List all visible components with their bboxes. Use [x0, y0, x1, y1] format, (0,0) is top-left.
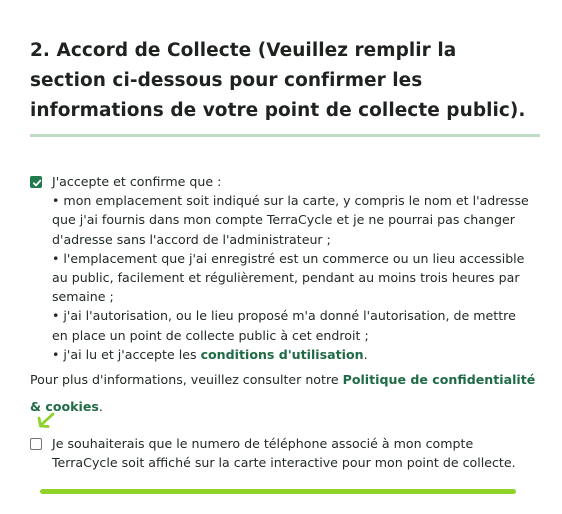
- agreement-bullet-public-access: • l'emplacement que j'ai enregistré est un commerce ou un lieu accessible au public, facilement et régulièrement, pendant au moins trois heures par semaine ;: [52, 250, 525, 305]
- title-divider: [30, 134, 540, 137]
- agreement-intro: J'accepte et confirme que :: [52, 174, 222, 189]
- agreement-bullet-location: • mon emplacement soit indiqué sur la carte, y compris le nom et l'adresse que j'ai fournis dans mon compte TerraCycle et je ne pourrai pas changer d'adresse sans l'accord de l'administrateur ;: [52, 193, 529, 247]
- phone-display-checkbox-row[interactable]: [30, 434, 530, 472]
- checkbox-checked-icon[interactable]: [30, 176, 42, 188]
- terms-link[interactable]: conditions d'utilisation: [200, 346, 364, 362]
- privacy-suffix: .: [98, 399, 103, 414]
- privacy-info: [30, 366, 540, 420]
- highlight-underline: [40, 489, 516, 494]
- arrow-down-left-icon: [35, 411, 57, 431]
- terms-suffix: .: [363, 346, 368, 362]
- checkmark-icon: [32, 178, 42, 188]
- section-title: 2. Accord de Collecte (Veuillez remplir la section ci-dessous pour confirmer les informations de votre point de collecte public).: [30, 40, 526, 121]
- phone-display-label: Je souhaiterais que le numero de téléphone associé à mon compte TerraCycle soit affiché sur la carte interactive pour mon point de collecte.: [52, 436, 516, 471]
- agreement-checkbox-row[interactable]: [30, 172, 530, 364]
- checkbox-unchecked-icon[interactable]: [30, 438, 42, 450]
- privacy-policy-link[interactable]: Politique de confidentialité & cookies: [30, 372, 536, 414]
- agreement-bullet-authorization: • j'ai l'autorisation, ou le lieu proposé m'a donné l'autorisation, de mettre en place un point de collecte public à cet endroit ;: [52, 308, 516, 343]
- privacy-prefix: Pour plus d'informations, veuillez consulter notre: [30, 372, 343, 387]
- agreement-bullet-terms: [52, 345, 530, 364]
- agreement-text: [52, 172, 530, 364]
- terms-prefix: • j'ai lu et j'accepte les: [52, 346, 201, 362]
